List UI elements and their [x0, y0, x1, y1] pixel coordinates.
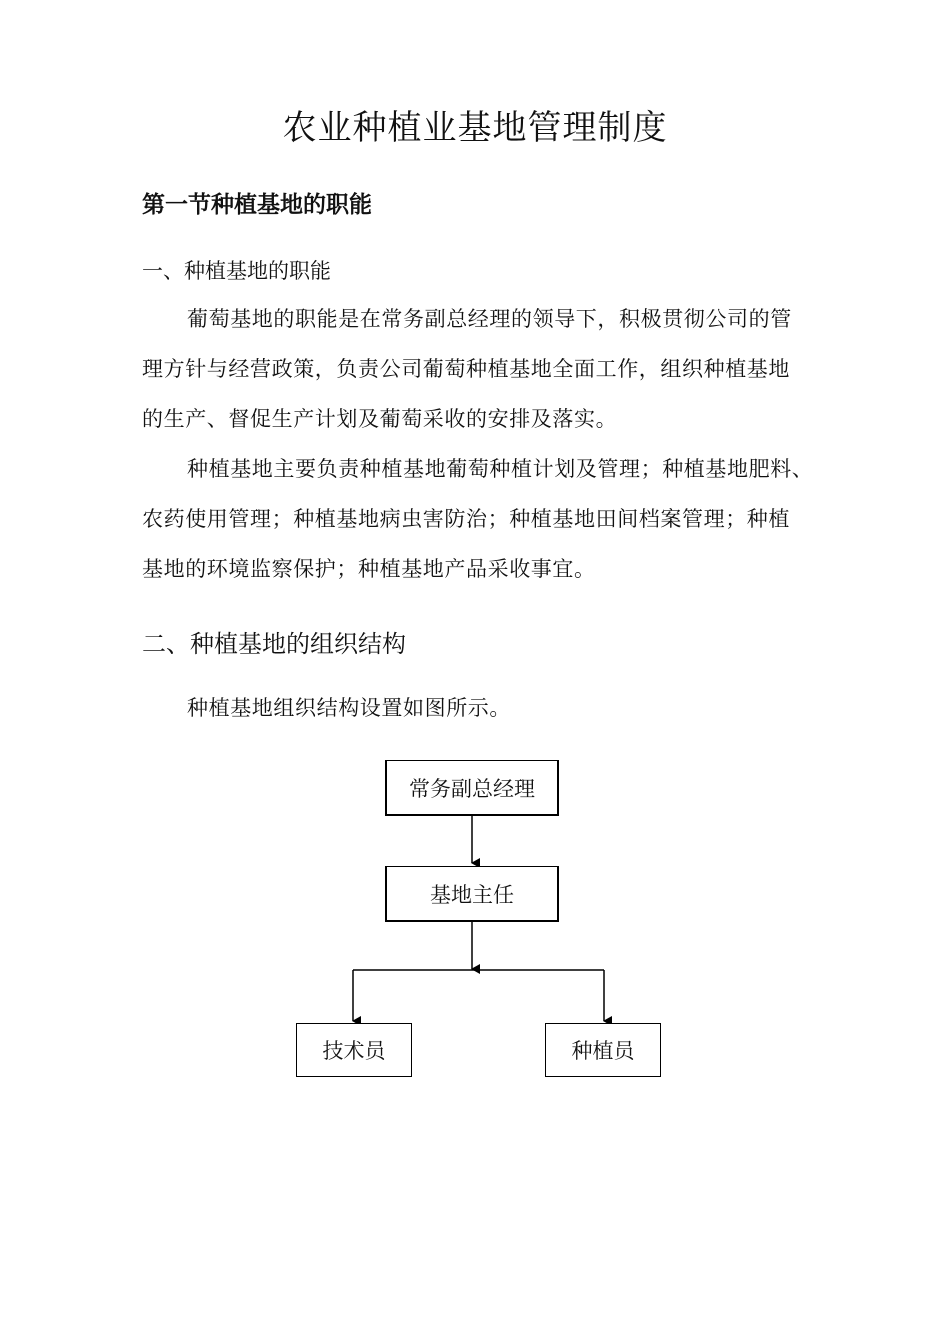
paragraph-line: 葡萄基地的职能是在常务副总经理的领导下，积极贯彻公司的管: [187, 307, 792, 331]
paragraph-line: 基地的环境监察保护；种植基地产品采收事宜。: [142, 557, 596, 581]
org-box-base-director: 基地主任: [385, 866, 559, 922]
paragraph-line: 的生产、督促生产计划及葡萄采收的安排及落实。: [142, 407, 618, 431]
paragraph-line: 理方针与经营政策，负责公司葡萄种植基地全面工作，组织种植基地: [142, 357, 790, 381]
document-title: 农业种植业基地管理制度: [282, 108, 668, 148]
subheading-structure: 二、种植基地的组织结构: [142, 630, 406, 658]
subheading-functions: 一、种植基地的职能: [142, 259, 331, 283]
paragraph-line: 种植基地组织结构设置如图所示。: [187, 696, 511, 720]
org-box-deputy-gm: 常务副总经理: [385, 760, 559, 816]
section-heading: 第一节种植基地的职能: [142, 192, 372, 218]
paragraph-line: 农药使用管理；种植基地病虫害防治；种植基地田间档案管理；种植: [142, 507, 790, 531]
org-box-technician: 技术员: [296, 1023, 412, 1077]
org-box-planter: 种植员: [545, 1023, 661, 1077]
paragraph-line: 种植基地主要负责种植基地葡萄种植计划及管理；种植基地肥料、: [187, 457, 814, 481]
